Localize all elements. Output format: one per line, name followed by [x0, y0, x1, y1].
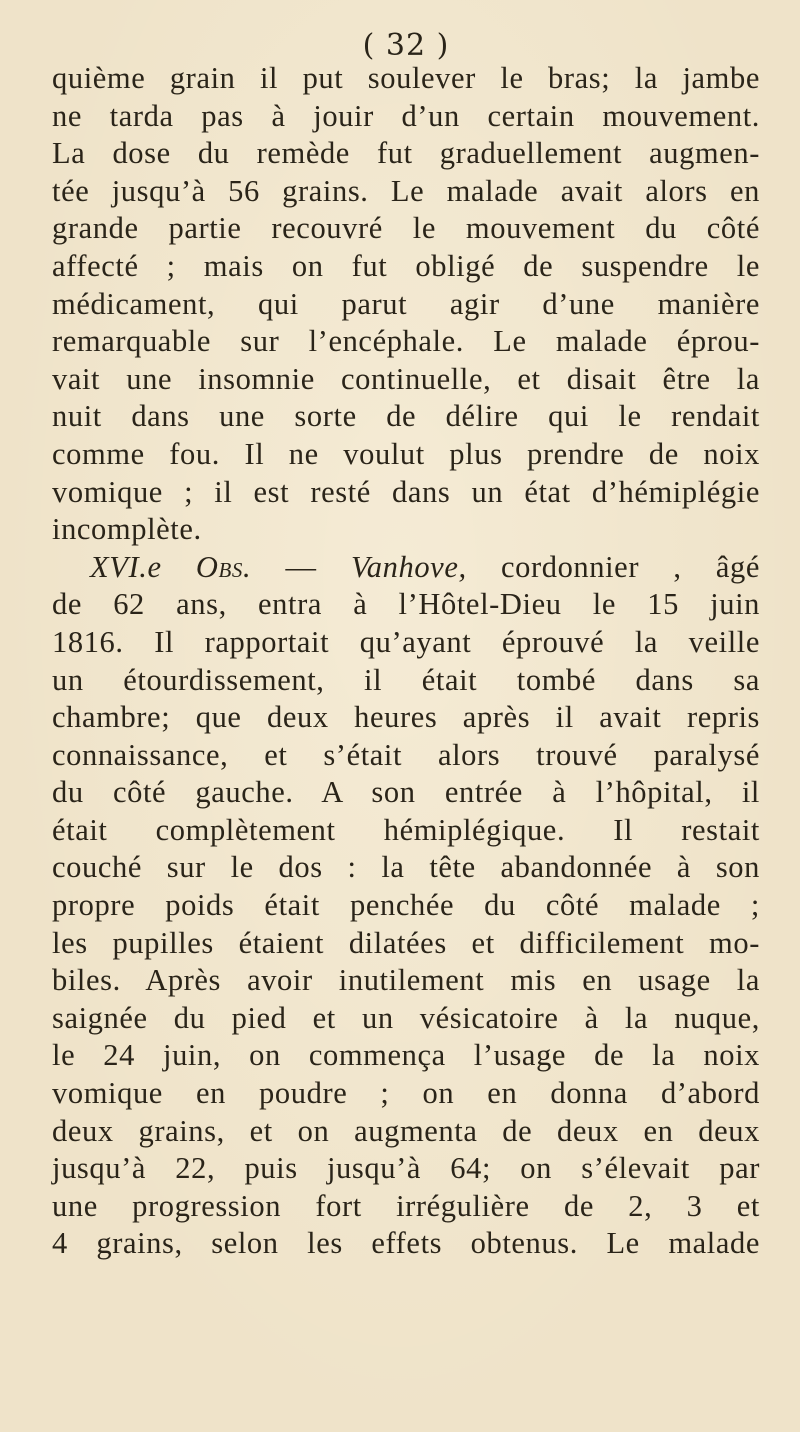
text-line: médicament, qui parut agir d’une manière [52, 286, 760, 321]
text-line: connaissance, et s’était alors trouvé paralysé [52, 737, 760, 772]
text-line: grande partie recouvré le mouvement du côté [52, 211, 760, 246]
text-line: deux grains, et on augmenta de deux en deux [52, 1113, 760, 1148]
text-line: le 24 juin, on commença l’usage de la noix [52, 1038, 760, 1073]
text-line: saignée du pied et un vésicatoire à la nuque, [52, 1000, 760, 1035]
observation-number: XVI.e [90, 549, 162, 584]
text-line: comme fou. Il ne voulut plus prendre de noix [52, 436, 760, 471]
text-line: chambre; que deux heures après il avait repris [52, 700, 760, 735]
paragraph-continuation [52, 60, 760, 1263]
page-number: ( 32 ) [362, 28, 450, 63]
observation-label: Obs. [195, 549, 252, 584]
text-line: les pupilles étaient dilatées et difficilement mo- [52, 925, 760, 960]
text-line: du côté gauche. A son entrée à l’hôpital, il [52, 775, 760, 810]
text-line: La dose du remède fut graduellement augmen- [52, 136, 760, 171]
text-line: quième grain il put soulever le bras; la jambe [52, 61, 760, 95]
text-line: propre poids était penchée du côté malade ; [52, 888, 760, 923]
text-line: vomique ; il est resté dans un état d’hémiplégie [52, 474, 760, 509]
text-line: 1816. Il rapportait qu’ayant éprouvé la veille [52, 624, 760, 659]
text-line: de 62 ans, entra à l’Hôtel-Dieu le 15 juin [52, 587, 760, 622]
text-line: remarquable sur l’encéphale. Le malade éprou- [52, 324, 760, 359]
observation-dash: — [285, 549, 317, 584]
text-line: affecté ; mais on fut obligé de suspendre le [52, 248, 760, 283]
text-line: ne tarda pas à jouir d’un certain mouvement. [52, 98, 760, 133]
text-line: couché sur le dos : la tête abandonnée à son [52, 850, 760, 885]
text-line: tée jusqu’à 56 grains. Le malade avait alors en [52, 173, 760, 208]
patient-name: Vanhove, [350, 549, 467, 584]
text-line: incomplète. [52, 512, 202, 547]
text-line: biles. Après avoir inutilement mis en usage la [52, 963, 760, 998]
text-line: un étourdissement, il était tombé dans sa [52, 662, 760, 697]
heading-line-rest: cordonnier , âgé [500, 549, 760, 584]
text-line: nuit dans une sorte de délire qui le rendait [52, 399, 760, 434]
observation-heading [52, 549, 760, 587]
text-line: vait une insomnie continuelle, et disait être la [52, 361, 760, 396]
text-line: une progression fort irrégulière de 2, 3 et [52, 1188, 760, 1223]
text-line: jusqu’à 22, puis jusqu’à 64; on s’élevait par [52, 1151, 760, 1186]
text-line: était complètement hémiplégique. Il restait [52, 812, 760, 847]
text-line: 4 grains, selon les effets obtenus. Le malade [52, 1226, 760, 1261]
text-line: vomique en poudre ; on en donna d’abord [52, 1076, 760, 1111]
